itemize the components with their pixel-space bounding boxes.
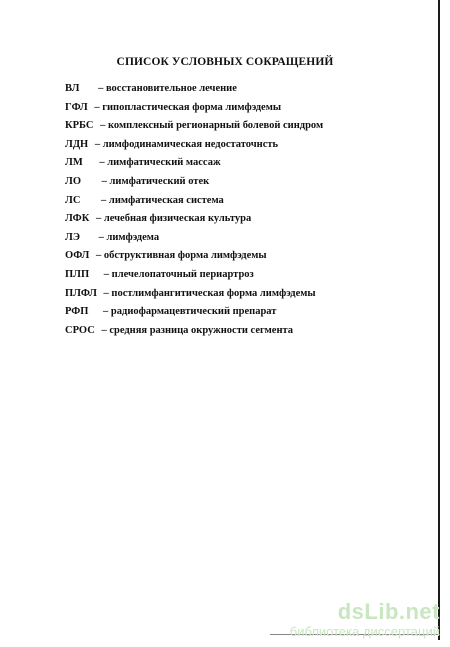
abbreviation: ПЛФЛ: [65, 287, 97, 299]
abbreviation: ОФЛ: [65, 250, 90, 262]
list-item: [65, 173, 323, 192]
list-item: [65, 247, 323, 266]
definition: – лимфэдема: [98, 231, 160, 243]
definition: – обструктивная форма лимфэдемы: [95, 250, 267, 262]
abbreviation: ВЛ: [65, 83, 80, 94]
definition: – восстановительное лечение: [98, 83, 237, 94]
list-item: [65, 117, 323, 136]
abbreviation: ЛЭ: [65, 231, 80, 243]
definition: – лимфодинамическая недостаточнсть: [94, 138, 279, 150]
list-item: [65, 80, 323, 99]
page-edge-right: [438, 0, 440, 640]
list-item: [65, 99, 323, 118]
definition: – лечебная физическая культура: [95, 213, 252, 225]
definition: – лимфатическая система: [101, 194, 224, 206]
definition: – комплексный регионарный болевой синдром: [100, 120, 324, 132]
list-item: [65, 266, 323, 285]
abbreviation: ЛМ: [65, 157, 83, 169]
abbreviation: КРБС: [65, 120, 94, 132]
watermark-logo: dsLib.net: [337, 599, 440, 624]
definition: – лимфатический отек: [101, 175, 210, 187]
list-item: [65, 229, 323, 248]
abbreviation: ЛО: [65, 175, 81, 187]
definition: – радиофармацевтический препарат: [103, 306, 277, 318]
list-item: [65, 210, 323, 229]
abbreviation: ГФЛ: [65, 101, 88, 113]
definition: – гипопластическая форма лимфэдемы: [94, 101, 282, 113]
definition: – плечелопаточный периартроз: [103, 268, 254, 280]
abbreviation: ПЛП: [65, 268, 90, 280]
list-item: [65, 192, 323, 211]
list-item: [65, 154, 323, 173]
abbreviation: ЛДН: [65, 138, 89, 150]
page-title: СПИСОК УСЛОВНЫХ СОКРАЩЕНИЙ: [116, 56, 334, 68]
abbreviation: ЛС: [65, 194, 81, 206]
abbreviation-list: [65, 80, 323, 340]
watermark-subtitle: библиотека диссертаций: [289, 624, 440, 639]
list-item: [65, 136, 323, 155]
list-item: [65, 285, 323, 304]
abbreviation: РФП: [65, 306, 89, 318]
definition: – постлимфангитическая форма лимфэдемы: [103, 287, 316, 299]
definition: – средняя разница окружности сегмента: [101, 324, 294, 336]
definition: – лимфатический массаж: [99, 157, 221, 169]
abbreviation: ЛФК: [65, 213, 90, 225]
list-item: [65, 303, 323, 322]
list-item: [65, 322, 323, 341]
watermark: [290, 600, 440, 640]
abbreviation: СРОС: [65, 324, 95, 336]
